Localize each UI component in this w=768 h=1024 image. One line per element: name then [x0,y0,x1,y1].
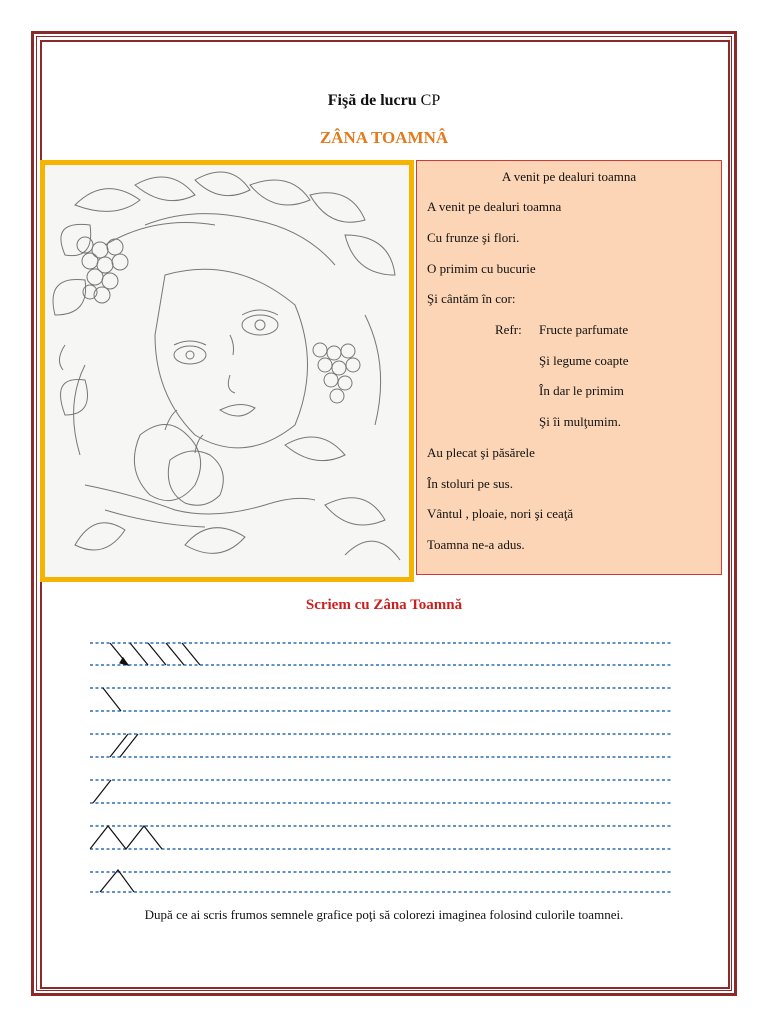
autumn-fairy-drawing [45,165,409,577]
poem-title: A venit pe dealuri toamna [501,169,637,184]
grapes-right [313,343,360,403]
poem-line: Vântul , ploaie, nori şi ceaţă [427,506,574,521]
poem-line: În stoluri pe sus. [427,476,513,491]
hand [85,485,315,527]
refrain-line: În dar le primim [539,383,624,398]
poem-line: Toamna ne-a adus. [427,537,525,552]
refrain-line: Fructe parfumate [539,322,629,337]
fairy-face [155,269,308,448]
grapes-left [77,237,128,303]
dotted-rows [90,643,672,892]
title-bold: Fişă de lucru [327,92,417,109]
writing-practice-area [90,636,672,896]
graphic-signs [90,643,200,892]
poem-line: O primim cu bucurie [427,261,536,276]
worksheet-title [0,92,768,110]
poem-box [416,160,722,575]
refrain-line: Şi îi mulţumim. [539,414,621,429]
poem-line: Cu frunze şi flori. [427,230,520,245]
poem-line: A venit pe dealuri toamna [427,199,562,214]
coloring-illustration [40,160,414,582]
worksheet-heading: ZÂNA TOAMNÂ [319,128,449,147]
poem-line: Au plecat şi păsărele [427,445,535,460]
guide-lines [90,636,672,896]
instruction-text: După ce ai scris frumos semnele grafice poţi să colorezi imaginea folosind culorile toamnei. [144,907,624,922]
refrain-label: Refr: [495,322,522,337]
title-class: CP [416,92,441,109]
writing-heading: Scriem cu Zâna Toamnă [305,597,463,613]
apples [134,410,223,505]
poem-line: Şi cântăm în cor: [427,291,516,306]
refrain-line: Şi legume coapte [539,353,629,368]
